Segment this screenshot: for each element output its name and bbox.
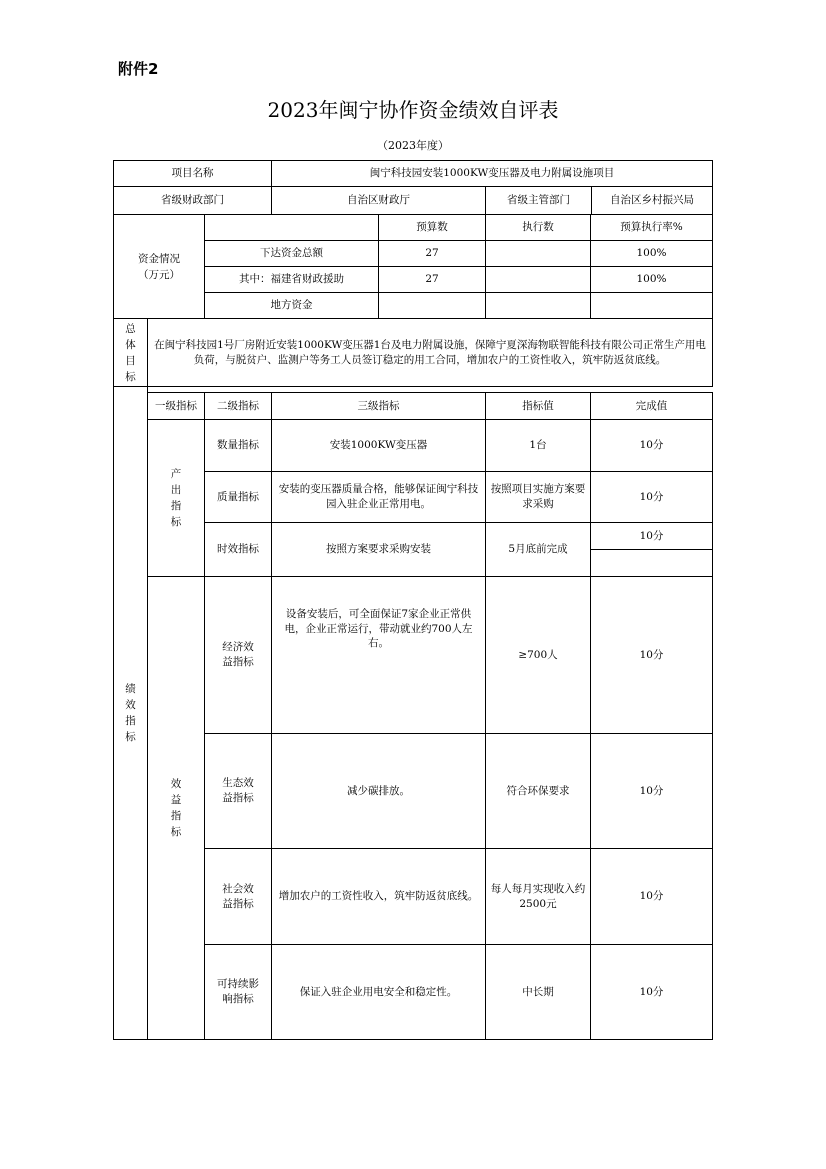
goal-text: 在闽宁科技园1号厂房附近安装1000KW变压器1台及电力附属设施，保障宁夏深海物联智能科技有限公司正常生产用电负荷，与脱贫户、监测户等务工人员签订稳定的用工合同，增加农户的工资性收入，筑牢防返贫底线。 — [148, 319, 713, 387]
indicator-desc: 减少碳排放。 — [272, 734, 486, 849]
funds-row-executed — [486, 293, 591, 319]
indicator-value: 符合环保要求 — [486, 734, 591, 849]
benefit-indicator-label — [148, 577, 205, 1040]
indicator-done-extra — [591, 550, 713, 577]
funds-section-label — [114, 215, 205, 319]
indicator-done: 10分 — [591, 945, 713, 1040]
funds-header-rate: 预算执行率% — [591, 215, 713, 241]
funds-header-blank — [205, 215, 379, 241]
funds-header-budget: 预算数 — [379, 215, 486, 241]
year-subtitle: （2023年度） — [377, 139, 449, 152]
benefit-indicator-text: 效益指标 — [170, 778, 182, 838]
indicator-header-row — [114, 393, 713, 420]
output-indicator-label — [148, 420, 205, 577]
project-name-value: 闽宁科技园安装1000KW变压器及电力附属设施项目 — [272, 161, 713, 187]
project-name-label: 项目名称 — [114, 161, 272, 187]
funds-header-row — [114, 215, 713, 241]
department-row — [114, 187, 713, 215]
funds-row-rate — [591, 293, 713, 319]
indicator-name: 时效指标 — [205, 523, 272, 577]
indicator-name: 数量指标 — [205, 420, 272, 472]
indicator-name-text: 生态效益指标 — [222, 777, 254, 804]
finance-dept-value: 自治区财政厅 — [272, 187, 486, 215]
indicator-value: ≥700人 — [486, 577, 591, 734]
header-done: 完成值 — [591, 393, 713, 420]
header-level2: 二级指标 — [205, 393, 272, 420]
evaluation-table — [113, 160, 713, 1040]
indicator-value-text: 每人每月实现收入约2500元 — [490, 882, 586, 910]
funds-section-text: 资金情况（万元） — [138, 252, 180, 281]
header-level3: 三级指标 — [272, 393, 486, 420]
indicator-desc — [272, 849, 486, 945]
indicator-value: 5月底前完成 — [486, 523, 591, 577]
indicator-name — [205, 734, 272, 849]
indicator-value — [486, 849, 591, 945]
indicator-name — [205, 849, 272, 945]
funds-row-label: 地方资金 — [205, 293, 379, 319]
header-value: 指标值 — [486, 393, 591, 420]
indicator-name — [205, 945, 272, 1040]
indicator-value: 按照项目实施方案要求采购 — [486, 472, 591, 523]
funds-row-label: 其中：福建省财政援助 — [205, 267, 379, 293]
indicator-name — [205, 577, 272, 734]
indicator-done: 10分 — [591, 472, 713, 523]
funds-row-budget: 27 — [379, 241, 486, 267]
header-level1: 一级指标 — [148, 393, 205, 420]
indicator-desc-text: 设备安装后，可全面保证7家企业正常供电，企业正常运行，带动就业约700人左右。 — [284, 608, 473, 650]
indicator-value: 中长期 — [486, 945, 591, 1040]
funds-row-rate: 100% — [591, 241, 713, 267]
funds-header-executed: 执行数 — [486, 215, 591, 241]
funds-row-executed — [486, 267, 591, 293]
supervisor-cell — [486, 187, 712, 214]
indicator-desc: 按照方案要求采购安装 — [272, 523, 486, 577]
output-indicator-text: 产出指标 — [170, 468, 182, 528]
indicator-desc-text: 增加农户的工资性收入，筑牢防返贫底线。 — [278, 890, 479, 903]
performance-section-text: 绩效指标 — [125, 683, 136, 743]
finance-dept-label: 省级财政部门 — [114, 187, 272, 215]
performance-section-label — [114, 387, 148, 1040]
indicator-name: 质量指标 — [205, 472, 272, 523]
indicator-value: 1台 — [486, 420, 591, 472]
indicator-name-text: 社会效益指标 — [222, 882, 254, 910]
indicator-name-text: 经济效益指标 — [222, 641, 254, 668]
goal-label — [114, 319, 148, 387]
project-name-row — [114, 161, 713, 187]
indicator-desc — [272, 577, 486, 734]
funds-row-budget: 27 — [379, 267, 486, 293]
page-title: 2023年闽宁协作资金绩效自评表 — [267, 98, 559, 122]
indicator-desc: 安装1000KW变压器 — [272, 420, 486, 472]
indicator-name-text: 可持续影响指标 — [217, 978, 259, 1005]
goal-row — [114, 319, 713, 387]
attachment-label: 附件2 — [118, 60, 159, 78]
indicator-done: 10分 — [591, 523, 713, 550]
funds-row-rate: 100% — [591, 267, 713, 293]
indicator-done: 10分 — [591, 577, 713, 734]
funds-row-executed — [486, 241, 591, 267]
indicator-done: 10分 — [591, 420, 713, 472]
goal-label-text: 总体目标 — [125, 322, 136, 383]
indicator-done: 10分 — [591, 849, 713, 945]
indicator-desc: 安装的变压器质量合格，能够保证闽宁科技园入驻企业正常用电。 — [272, 472, 486, 523]
funds-row-budget — [379, 293, 486, 319]
indicator-desc: 保证入驻企业用电安全和稳定性。 — [272, 945, 486, 1040]
indicator-row — [114, 420, 713, 472]
funds-row-label: 下达资金总额 — [205, 241, 379, 267]
indicator-row — [114, 577, 713, 734]
supervisor-label: 省级主管部门 — [486, 187, 592, 214]
indicator-done: 10分 — [591, 734, 713, 849]
supervisor-value: 自治区乡村振兴局 — [610, 194, 694, 207]
